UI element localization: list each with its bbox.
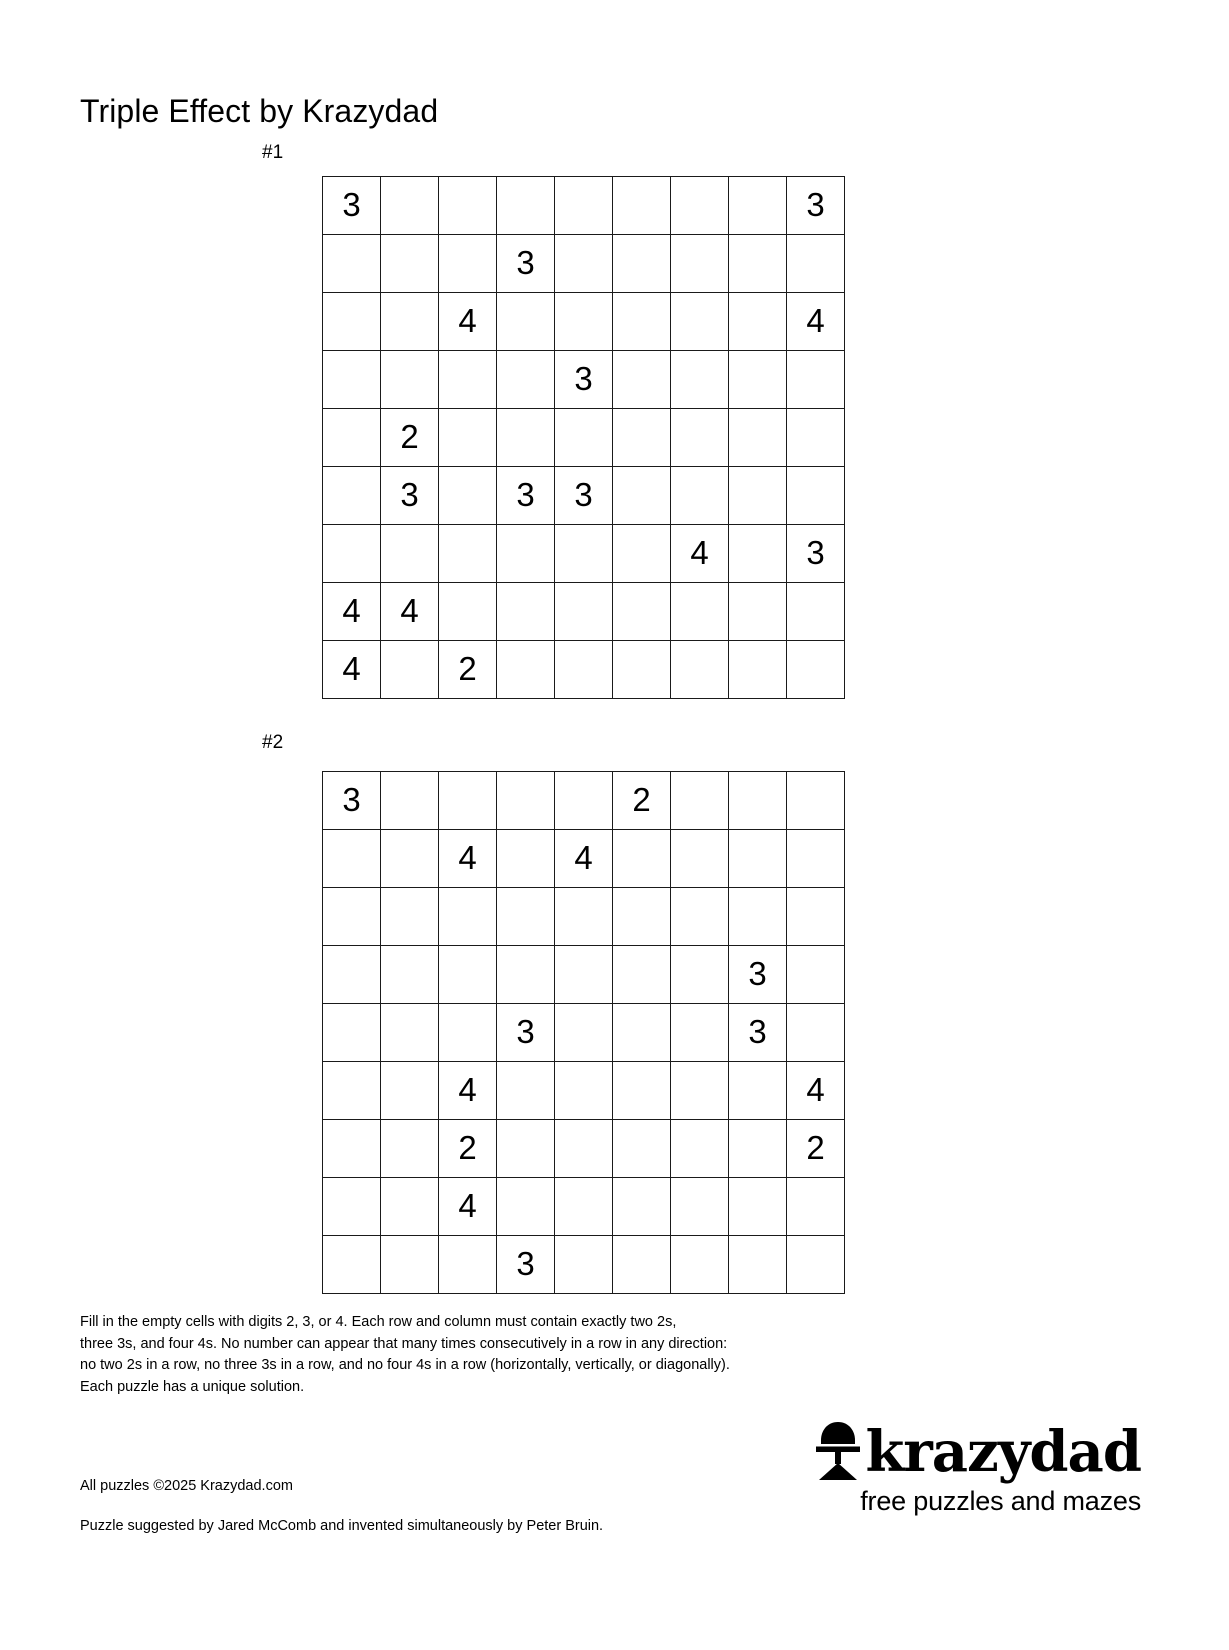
grid-cell-empty[interactable] bbox=[729, 830, 787, 888]
puzzle-grid-1[interactable] bbox=[322, 176, 845, 699]
puzzle-label-2: #2 bbox=[262, 732, 284, 753]
grid-cell-empty[interactable] bbox=[323, 351, 381, 409]
grid-cell-empty[interactable] bbox=[323, 1004, 381, 1062]
grid-cell-empty[interactable] bbox=[323, 1236, 381, 1294]
grid-cell-empty[interactable] bbox=[555, 1004, 613, 1062]
grid-cell-given: 3 bbox=[497, 1004, 555, 1062]
grid-cell-empty[interactable] bbox=[613, 1236, 671, 1294]
grid-cell-given: 2 bbox=[787, 1120, 845, 1178]
grid-cell-empty[interactable] bbox=[671, 583, 729, 641]
grid-cell-empty[interactable] bbox=[555, 946, 613, 1004]
grid-cell-empty[interactable] bbox=[729, 525, 787, 583]
grid-cell-given: 3 bbox=[555, 351, 613, 409]
grid-cell-empty[interactable] bbox=[613, 1004, 671, 1062]
grid-cell-given: 3 bbox=[555, 467, 613, 525]
grid-cell-empty[interactable] bbox=[381, 1120, 439, 1178]
grid-cell-empty[interactable] bbox=[671, 177, 729, 235]
grid-cell-given: 3 bbox=[787, 177, 845, 235]
grid-cell-empty[interactable] bbox=[671, 1004, 729, 1062]
krazydad-figure-icon bbox=[815, 1420, 861, 1482]
instructions-block bbox=[80, 1312, 730, 1398]
grid-cell-empty[interactable] bbox=[497, 1178, 555, 1236]
grid-cell-empty[interactable] bbox=[787, 351, 845, 409]
grid-cell-empty[interactable] bbox=[323, 1120, 381, 1178]
grid-cell-empty[interactable] bbox=[381, 888, 439, 946]
grid-cell-empty[interactable] bbox=[439, 177, 497, 235]
grid-cell-empty[interactable] bbox=[323, 1178, 381, 1236]
grid-cell-empty[interactable] bbox=[787, 772, 845, 830]
grid-cell-given: 3 bbox=[497, 235, 555, 293]
grid-cell-empty[interactable] bbox=[613, 1062, 671, 1120]
grid-cell-given: 4 bbox=[787, 1062, 845, 1120]
grid-cell-empty[interactable] bbox=[439, 525, 497, 583]
grid-cell-empty[interactable] bbox=[787, 1236, 845, 1294]
grid-cell-empty[interactable] bbox=[729, 409, 787, 467]
grid-cell-empty[interactable] bbox=[671, 293, 729, 351]
instructions-line-2: three 3s, and four 4s. No number can appear that many times consecutively in a row in any direction: bbox=[80, 1335, 728, 1352]
grid-cell-empty[interactable] bbox=[787, 409, 845, 467]
grid-cell-empty[interactable] bbox=[787, 583, 845, 641]
grid-cell-empty[interactable] bbox=[381, 1062, 439, 1120]
grid-cell-empty[interactable] bbox=[729, 235, 787, 293]
grid-cell-empty[interactable] bbox=[729, 641, 787, 699]
grid-cell-empty[interactable] bbox=[671, 1236, 729, 1294]
grid-cell-empty[interactable] bbox=[439, 946, 497, 1004]
copyright-text: All puzzles ©2025 Krazydad.com bbox=[80, 1478, 293, 1494]
grid-cell-empty[interactable] bbox=[555, 235, 613, 293]
grid-cell-empty[interactable] bbox=[381, 293, 439, 351]
grid-cell-given: 2 bbox=[613, 772, 671, 830]
grid-cell-given: 3 bbox=[497, 1236, 555, 1294]
grid-cell-empty[interactable] bbox=[613, 641, 671, 699]
grid-cell-empty[interactable] bbox=[671, 641, 729, 699]
grid-cell-given: 4 bbox=[439, 1062, 497, 1120]
grid-cell-empty[interactable] bbox=[613, 1120, 671, 1178]
grid-cell-empty[interactable] bbox=[323, 830, 381, 888]
grid-cell-empty[interactable] bbox=[555, 293, 613, 351]
instructions-line-3: no two 2s in a row, no three 3s in a row, and no four 4s in a row (horizontally, vertically, or diagonally). bbox=[80, 1357, 730, 1373]
grid-cell-empty[interactable] bbox=[381, 235, 439, 293]
grid-cell-empty[interactable] bbox=[323, 888, 381, 946]
grid-cell-empty[interactable] bbox=[787, 235, 845, 293]
grid-cell-empty[interactable] bbox=[381, 830, 439, 888]
instructions-line-1: Fill in the empty cells with digits 2, 3, or 4. Each row and column must contain exactly two 2s, bbox=[80, 1314, 677, 1330]
grid-cell-empty[interactable] bbox=[729, 1120, 787, 1178]
grid-cell-empty[interactable] bbox=[381, 177, 439, 235]
grid-cell-empty[interactable] bbox=[497, 830, 555, 888]
grid-cell-empty[interactable] bbox=[323, 409, 381, 467]
grid-cell-empty[interactable] bbox=[381, 1178, 439, 1236]
grid-cell-given: 3 bbox=[497, 467, 555, 525]
grid-cell-empty[interactable] bbox=[613, 1178, 671, 1236]
grid-cell-given: 2 bbox=[381, 409, 439, 467]
grid-cell-given: 3 bbox=[381, 467, 439, 525]
grid-cell-empty[interactable] bbox=[555, 641, 613, 699]
grid-cell-empty[interactable] bbox=[787, 946, 845, 1004]
grid-cell-empty[interactable] bbox=[729, 1236, 787, 1294]
grid-cell-empty[interactable] bbox=[671, 1062, 729, 1120]
grid-cell-empty[interactable] bbox=[439, 888, 497, 946]
grid-cell-empty[interactable] bbox=[555, 177, 613, 235]
grid-cell-empty[interactable] bbox=[439, 772, 497, 830]
grid-cell-empty[interactable] bbox=[323, 525, 381, 583]
grid-cell-empty[interactable] bbox=[555, 409, 613, 467]
grid-cell-empty[interactable] bbox=[381, 946, 439, 1004]
grid-cell-empty[interactable] bbox=[729, 293, 787, 351]
grid-cell-empty[interactable] bbox=[729, 1178, 787, 1236]
grid-cell-empty[interactable] bbox=[381, 772, 439, 830]
grid-cell-given: 4 bbox=[787, 293, 845, 351]
grid-cell-given: 4 bbox=[381, 583, 439, 641]
grid-cell-empty[interactable] bbox=[497, 772, 555, 830]
grid-cell-empty[interactable] bbox=[671, 1120, 729, 1178]
grid-cell-empty[interactable] bbox=[613, 946, 671, 1004]
grid-cell-empty[interactable] bbox=[381, 351, 439, 409]
puzzle-label-1: #1 bbox=[262, 142, 284, 163]
grid-cell-empty[interactable] bbox=[497, 525, 555, 583]
grid-cell-empty[interactable] bbox=[729, 177, 787, 235]
brand-wordmark-row bbox=[721, 1420, 1141, 1484]
grid-cell-given: 3 bbox=[787, 525, 845, 583]
grid-cell-empty[interactable] bbox=[555, 1178, 613, 1236]
grid-cell-empty[interactable] bbox=[439, 1236, 497, 1294]
grid-cell-empty[interactable] bbox=[613, 888, 671, 946]
grid-cell-empty[interactable] bbox=[729, 888, 787, 946]
grid-cell-empty[interactable] bbox=[613, 293, 671, 351]
brand-name: krazydad bbox=[865, 1419, 1141, 1485]
grid-cell-empty[interactable] bbox=[381, 525, 439, 583]
grid-cell-empty[interactable] bbox=[671, 830, 729, 888]
grid-cell-empty[interactable] bbox=[729, 772, 787, 830]
grid-cell-empty[interactable] bbox=[439, 351, 497, 409]
grid-cell-empty[interactable] bbox=[671, 467, 729, 525]
grid-cell-empty[interactable] bbox=[613, 830, 671, 888]
grid-cell-empty[interactable] bbox=[555, 583, 613, 641]
grid-cell-empty[interactable] bbox=[613, 177, 671, 235]
grid-cell-given: 4 bbox=[671, 525, 729, 583]
grid-cell-empty[interactable] bbox=[497, 1062, 555, 1120]
grid-cell-empty[interactable] bbox=[555, 1236, 613, 1294]
grid-cell-empty[interactable] bbox=[613, 525, 671, 583]
grid-cell-empty[interactable] bbox=[671, 946, 729, 1004]
grid-cell-empty[interactable] bbox=[613, 235, 671, 293]
grid-cell-given: 2 bbox=[439, 1120, 497, 1178]
grid-cell-given: 4 bbox=[555, 830, 613, 888]
grid-cell-empty[interactable] bbox=[729, 351, 787, 409]
grid-cell-empty[interactable] bbox=[671, 351, 729, 409]
grid-cell-empty[interactable] bbox=[323, 467, 381, 525]
grid-cell-empty[interactable] bbox=[439, 1004, 497, 1062]
grid-cell-empty[interactable] bbox=[787, 830, 845, 888]
grid-cell-empty[interactable] bbox=[497, 351, 555, 409]
grid-cell-empty[interactable] bbox=[497, 409, 555, 467]
grid-cell-empty[interactable] bbox=[381, 641, 439, 699]
grid-cell-empty[interactable] bbox=[439, 583, 497, 641]
grid-cell-empty[interactable] bbox=[323, 235, 381, 293]
grid-cell-empty[interactable] bbox=[729, 583, 787, 641]
grid-cell-empty[interactable] bbox=[439, 409, 497, 467]
grid-cell-given: 4 bbox=[439, 830, 497, 888]
grid-cell-given: 4 bbox=[439, 1178, 497, 1236]
grid-cell-empty[interactable] bbox=[787, 467, 845, 525]
page-title: Triple Effect by Krazydad bbox=[80, 93, 439, 130]
grid-cell-empty[interactable] bbox=[555, 1062, 613, 1120]
grid-cell-empty[interactable] bbox=[787, 1178, 845, 1236]
grid-cell-empty[interactable] bbox=[497, 641, 555, 699]
grid-cell-empty[interactable] bbox=[497, 888, 555, 946]
grid-cell-empty[interactable] bbox=[323, 946, 381, 1004]
grid-cell-empty[interactable] bbox=[555, 525, 613, 583]
grid-cell-empty[interactable] bbox=[671, 235, 729, 293]
puzzle-credit-text: Puzzle suggested by Jared McComb and invented simultaneously by Peter Bruin. bbox=[80, 1518, 604, 1534]
grid-cell-empty[interactable] bbox=[729, 1062, 787, 1120]
grid-cell-given: 2 bbox=[439, 641, 497, 699]
grid-cell-empty[interactable] bbox=[439, 467, 497, 525]
grid-cell-empty[interactable] bbox=[497, 583, 555, 641]
grid-cell-empty[interactable] bbox=[671, 1178, 729, 1236]
puzzle-grid-2[interactable] bbox=[322, 771, 845, 1294]
grid-cell-given: 3 bbox=[729, 1004, 787, 1062]
grid-cell-empty[interactable] bbox=[613, 351, 671, 409]
grid-cell-empty[interactable] bbox=[613, 467, 671, 525]
grid-cell-given: 4 bbox=[323, 583, 381, 641]
brand-tagline: free puzzles and mazes bbox=[860, 1486, 1141, 1516]
grid-cell-empty[interactable] bbox=[613, 409, 671, 467]
grid-cell-empty[interactable] bbox=[439, 235, 497, 293]
grid-cell-empty[interactable] bbox=[671, 772, 729, 830]
grid-cell-empty[interactable] bbox=[497, 293, 555, 351]
grid-cell-empty[interactable] bbox=[671, 888, 729, 946]
grid-cell-empty[interactable] bbox=[671, 409, 729, 467]
grid-cell-empty[interactable] bbox=[729, 467, 787, 525]
grid-cell-empty[interactable] bbox=[381, 1004, 439, 1062]
grid-cell-empty[interactable] bbox=[555, 772, 613, 830]
krazydad-logo bbox=[721, 1420, 1141, 1517]
grid-cell-given: 4 bbox=[439, 293, 497, 351]
grid-cell-given: 3 bbox=[323, 177, 381, 235]
grid-cell-empty[interactable] bbox=[497, 946, 555, 1004]
grid-cell-given: 4 bbox=[323, 641, 381, 699]
grid-cell-empty[interactable] bbox=[381, 1236, 439, 1294]
grid-cell-empty[interactable] bbox=[323, 1062, 381, 1120]
grid-cell-empty[interactable] bbox=[497, 177, 555, 235]
grid-cell-empty[interactable] bbox=[497, 1120, 555, 1178]
grid-cell-empty[interactable] bbox=[555, 888, 613, 946]
grid-cell-empty[interactable] bbox=[613, 583, 671, 641]
grid-cell-empty[interactable] bbox=[555, 1120, 613, 1178]
grid-cell-empty[interactable] bbox=[787, 1004, 845, 1062]
grid-cell-empty[interactable] bbox=[787, 641, 845, 699]
grid-cell-empty[interactable] bbox=[323, 293, 381, 351]
instructions-line-4: Each puzzle has a unique solution. bbox=[80, 1378, 305, 1395]
grid-cell-empty[interactable] bbox=[787, 888, 845, 946]
grid-cell-given: 3 bbox=[323, 772, 381, 830]
grid-cell-given: 3 bbox=[729, 946, 787, 1004]
